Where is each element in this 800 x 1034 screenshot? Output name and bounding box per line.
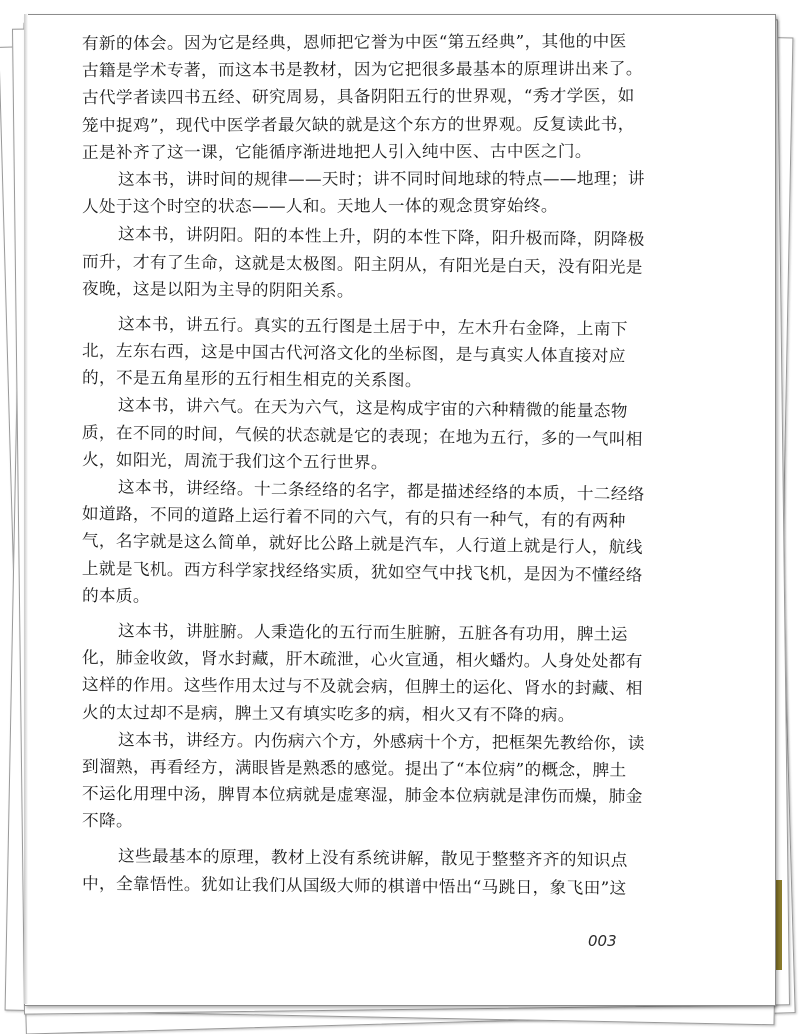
text-line: 这本书，讲阴阳。阳的本性上升，阴的本性下降，阳升极而降，阴降极 [117, 224, 645, 250]
text-line: 夜晚，这是以阳为主导的阴阳关系。 [81, 278, 354, 301]
text-line: 笼中捉鸡”，现代中医学者最欠缺的就是这个东方的世界观。反复读此书， [81, 114, 635, 135]
text-line: 不运化用理中汤，脾胃本位病就是虚寒湿，肺金本位病就是津伤而燥，肺金 [81, 784, 643, 806]
text-line: 这本书，讲时间的规律——天时；讲不同时间地球的特点——地理；讲 [117, 168, 645, 189]
text-line: 这本书，讲经络。十二条经络的名字，都是描述经络的本质，十二经络 [117, 477, 645, 504]
text-line: 到溜熟，再看经方，满眼皆是熟悉的感觉。提出了“本位病”的概念，脾土 [81, 756, 627, 780]
text-line: 气，名字就是这么简单，就好比公路上就是汽车，人行道上就是行人，航线 [81, 531, 643, 558]
text-line: 不降。 [81, 811, 134, 831]
text-line: 上就是飞机。西方科学家找经络实质，犹如空气中找飞机，是因为不懂经络 [81, 558, 643, 585]
text-line: 正是补齐了这一课，它能循序渐进地把人引入纯中医、古中医之门。 [81, 141, 592, 162]
text-line: 火，如阳光，周流于我们这个五行世界。 [81, 449, 388, 473]
text-line: 这本书，讲五行。真实的五行图是土居于中，左木升右金降，上南下 [117, 314, 628, 339]
body-text [82, 30, 682, 897]
text-line: 质，在不同的时间，气候的状态就是它的表现；在地为五行，多的一气叫相 [81, 422, 643, 449]
text-line: 这本书，讲经方。内伤病六个方，外感病十个方，把框架先教给你，读 [117, 729, 645, 753]
text-line: 这本书，讲脏腑。人秉造化的五行而生脏腑，五脏各有功用，脾土运 [117, 621, 628, 644]
text-line: 这些最基本的原理，教材上没有系统讲解，散见于整整齐齐的知识点 [117, 846, 628, 871]
text-line: 这本书，讲六气。在天为六气，这是构成宇宙的六种精微的能量态物 [117, 395, 628, 422]
text-line: 人处于这个时空的状态——人和。天地人一体的观念贯穿始终。 [81, 196, 558, 217]
text-line: 古代学者读四书五经、研究周易，具备阴阳五行的世界观，“秀才学医，如 [81, 86, 635, 108]
text-line: 火的太过却不是病，脾土又有填实吃多的病，相火又有不降的病。 [81, 702, 575, 725]
text-line: 中，全靠悟性。犹如让我们从国级大师的棋谱中悟出“马跳日，象飞田”这 [81, 873, 627, 898]
page-spine-shadow [24, 14, 28, 1004]
text-line: 化，肺金收敛，肾水封藏，肝木疏泄，心火宣通，相火蟠灼。人身处处都有 [81, 648, 643, 672]
text-line: 北，左东右西，这是中国古代河洛文化的坐标图，是与真实人体直接对应 [81, 341, 626, 366]
page-number: 003 [588, 932, 617, 950]
text-line: 的本质。 [81, 585, 151, 606]
text-line: 这样的作用。这些作用太过与不及就会病，但脾土的运化、肾水的封藏、相 [81, 675, 643, 699]
text-line: 如道路，不同的道路上运行着不同的六气，有的只有一种气，有的有两种 [81, 504, 626, 531]
text-line: 的，不是五角星形的五行相生相克的关系图。 [81, 368, 422, 391]
text-line: 而升，才有了生命，这就是太极图。阳主阴从，有阳光是白天，没有阳光是 [81, 251, 643, 277]
text-line: 古籍是学术专著，而这本书是教材，因为它把很多最基本的原理讲出来了。 [81, 59, 643, 81]
text-line: 有新的体会。因为它是经典，恩师把它誉为中医“第五经典”，其他的中医 [81, 31, 627, 53]
